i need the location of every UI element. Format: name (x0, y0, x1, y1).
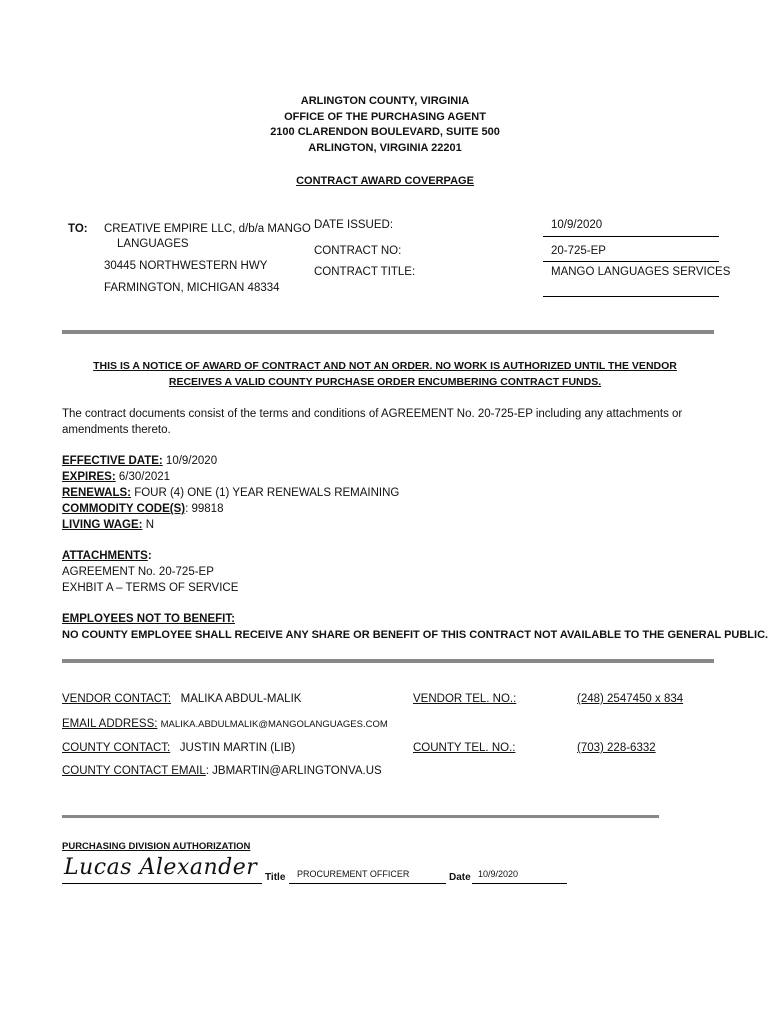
county-contact-row (62, 742, 295, 754)
attachment-item: EXHBIT A – TERMS OF SERVICE (62, 582, 239, 594)
header-line-office: OFFICE OF THE PURCHASING AGENT (284, 110, 486, 123)
award-notice-line1: THIS IS A NOTICE OF AWARD OF CONTRACT AND NOT AN ORDER. NO WORK IS AUTHORIZED UNTIL THE VENDOR (93, 360, 677, 372)
vendor-contact-label: VENDOR CONTACT: (62, 693, 172, 705)
effective-date-label: EFFECTIVE DATE: (62, 455, 163, 467)
contract-no-underline (543, 261, 719, 262)
date-label: Date (449, 872, 471, 883)
county-contact-value: JUSTIN MARTIN (LIB) (179, 742, 296, 754)
employees-block (62, 611, 768, 643)
award-notice (0, 359, 770, 390)
header-line-street: 2100 CLARENDON BOULEVARD, SUITE 500 (270, 126, 500, 138)
attachments-label: ATTACHMENTS (62, 550, 148, 562)
attachment-item: AGREEMENT No. 20-725-EP (62, 566, 214, 578)
date-line (472, 883, 567, 884)
expires-row (62, 469, 399, 485)
date-issued-underline (543, 236, 719, 237)
date-value: 10/9/2020 (478, 869, 519, 879)
section-divider (62, 330, 714, 334)
contract-title-label: CONTRACT TITLE: (314, 266, 416, 278)
vendor-name-line1: CREATIVE EMPIRE LLC, d/b/a MANGO (104, 223, 311, 235)
contract-no-value: 20-725-EP (551, 245, 606, 257)
attachments-block (62, 548, 238, 596)
header-block (0, 94, 770, 156)
contract-documents-line2: amendments thereto. (62, 424, 171, 436)
vendor-contact-row (62, 693, 301, 705)
contract-title-underline (543, 296, 719, 297)
commodity-row (62, 501, 399, 517)
county-email-value: : JBMARTIN@ARLINGTONVA.US (205, 765, 382, 777)
contract-documents-paragraph (62, 406, 682, 438)
vendor-tel-value: (248) 2547450 x 834 (577, 693, 684, 705)
email-value: MALIKA.ABDULMALIK@MANGOLANGUAGES.COM (160, 719, 388, 730)
to-label: TO: (68, 223, 88, 235)
living-wage-label: LIVING WAGE: (62, 519, 143, 531)
authorization-label: PURCHASING DIVISION AUTHORIZATION (62, 841, 251, 852)
county-contact-label: COUNTY CONTACT: (62, 742, 171, 754)
living-wage-row (62, 517, 399, 533)
signature: Lucas Alexander (64, 855, 258, 880)
renewals-row (62, 485, 399, 501)
section-divider (62, 659, 714, 663)
vendor-tel-label: VENDOR TEL. NO.: (413, 693, 517, 705)
header-line-city: ARLINGTON, VIRGINIA 22201 (308, 141, 462, 154)
vendor-name-line2: LANGUAGES (117, 238, 189, 250)
employees-text: NO COUNTY EMPLOYEE SHALL RECEIVE ANY SHARE OR BENEFIT OF THIS CONTRACT NOT AVAILABLE TO THE GENERAL PUBLIC. (62, 629, 769, 641)
renewals-label: RENEWALS: (62, 487, 131, 499)
expires-value: 6/30/2021 (115, 471, 171, 483)
email-label: EMAIL ADDRESS: (62, 718, 158, 730)
vendor-address1: 30445 NORTHWESTERN HWY (104, 260, 268, 272)
vendor-address2: FARMINGTON, MICHIGAN 48334 (104, 282, 280, 294)
header-line-county: ARLINGTON COUNTY, VIRGINIA (300, 95, 470, 107)
signature-line (62, 883, 262, 884)
date-issued-label: DATE ISSUED: (314, 219, 394, 231)
attachments-heading (62, 548, 238, 564)
contract-title-value: MANGO LANGUAGES SERVICES (551, 266, 731, 278)
vendor-contact-value: MALIKA ABDUL-MALIK (180, 693, 302, 705)
county-tel-label: COUNTY TEL. NO.: (413, 742, 516, 754)
commodity-value: : 99818 (185, 503, 224, 515)
section-divider (62, 815, 659, 818)
award-notice-line2: RECEIVES A VALID COUNTY PURCHASE ORDER ENCUMBERING CONTRACT FUNDS. (168, 375, 602, 388)
title-line (289, 883, 446, 884)
contract-documents-line1: The contract documents consist of the terms and conditions of AGREEMENT No. 20-725-EP including any attachments or (62, 408, 683, 420)
effective-date-row (62, 453, 399, 469)
page-title: CONTRACT AWARD COVERPAGE (296, 175, 474, 187)
attachments-colon: : (147, 550, 152, 562)
effective-date-value: 10/9/2020 (162, 455, 218, 467)
terms-block (62, 453, 399, 533)
title-value: PROCUREMENT OFFICER (297, 869, 410, 879)
expires-label: EXPIRES: (62, 471, 116, 483)
title-label: Title (265, 872, 286, 883)
county-email-row (62, 765, 382, 777)
employees-label: EMPLOYEES NOT TO BENEFIT: (62, 613, 235, 625)
county-tel-value: (703) 228-6332 (577, 742, 656, 754)
date-issued-value: 10/9/2020 (551, 219, 603, 231)
email-row (62, 718, 388, 730)
commodity-label: COMMODITY CODE(S) (62, 503, 186, 515)
county-email-label: COUNTY CONTACT EMAIL (62, 765, 206, 777)
living-wage-value: N (142, 519, 154, 531)
contract-no-label: CONTRACT NO: (314, 245, 402, 257)
renewals-value: FOUR (4) ONE (1) YEAR RENEWALS REMAINING (131, 487, 400, 499)
